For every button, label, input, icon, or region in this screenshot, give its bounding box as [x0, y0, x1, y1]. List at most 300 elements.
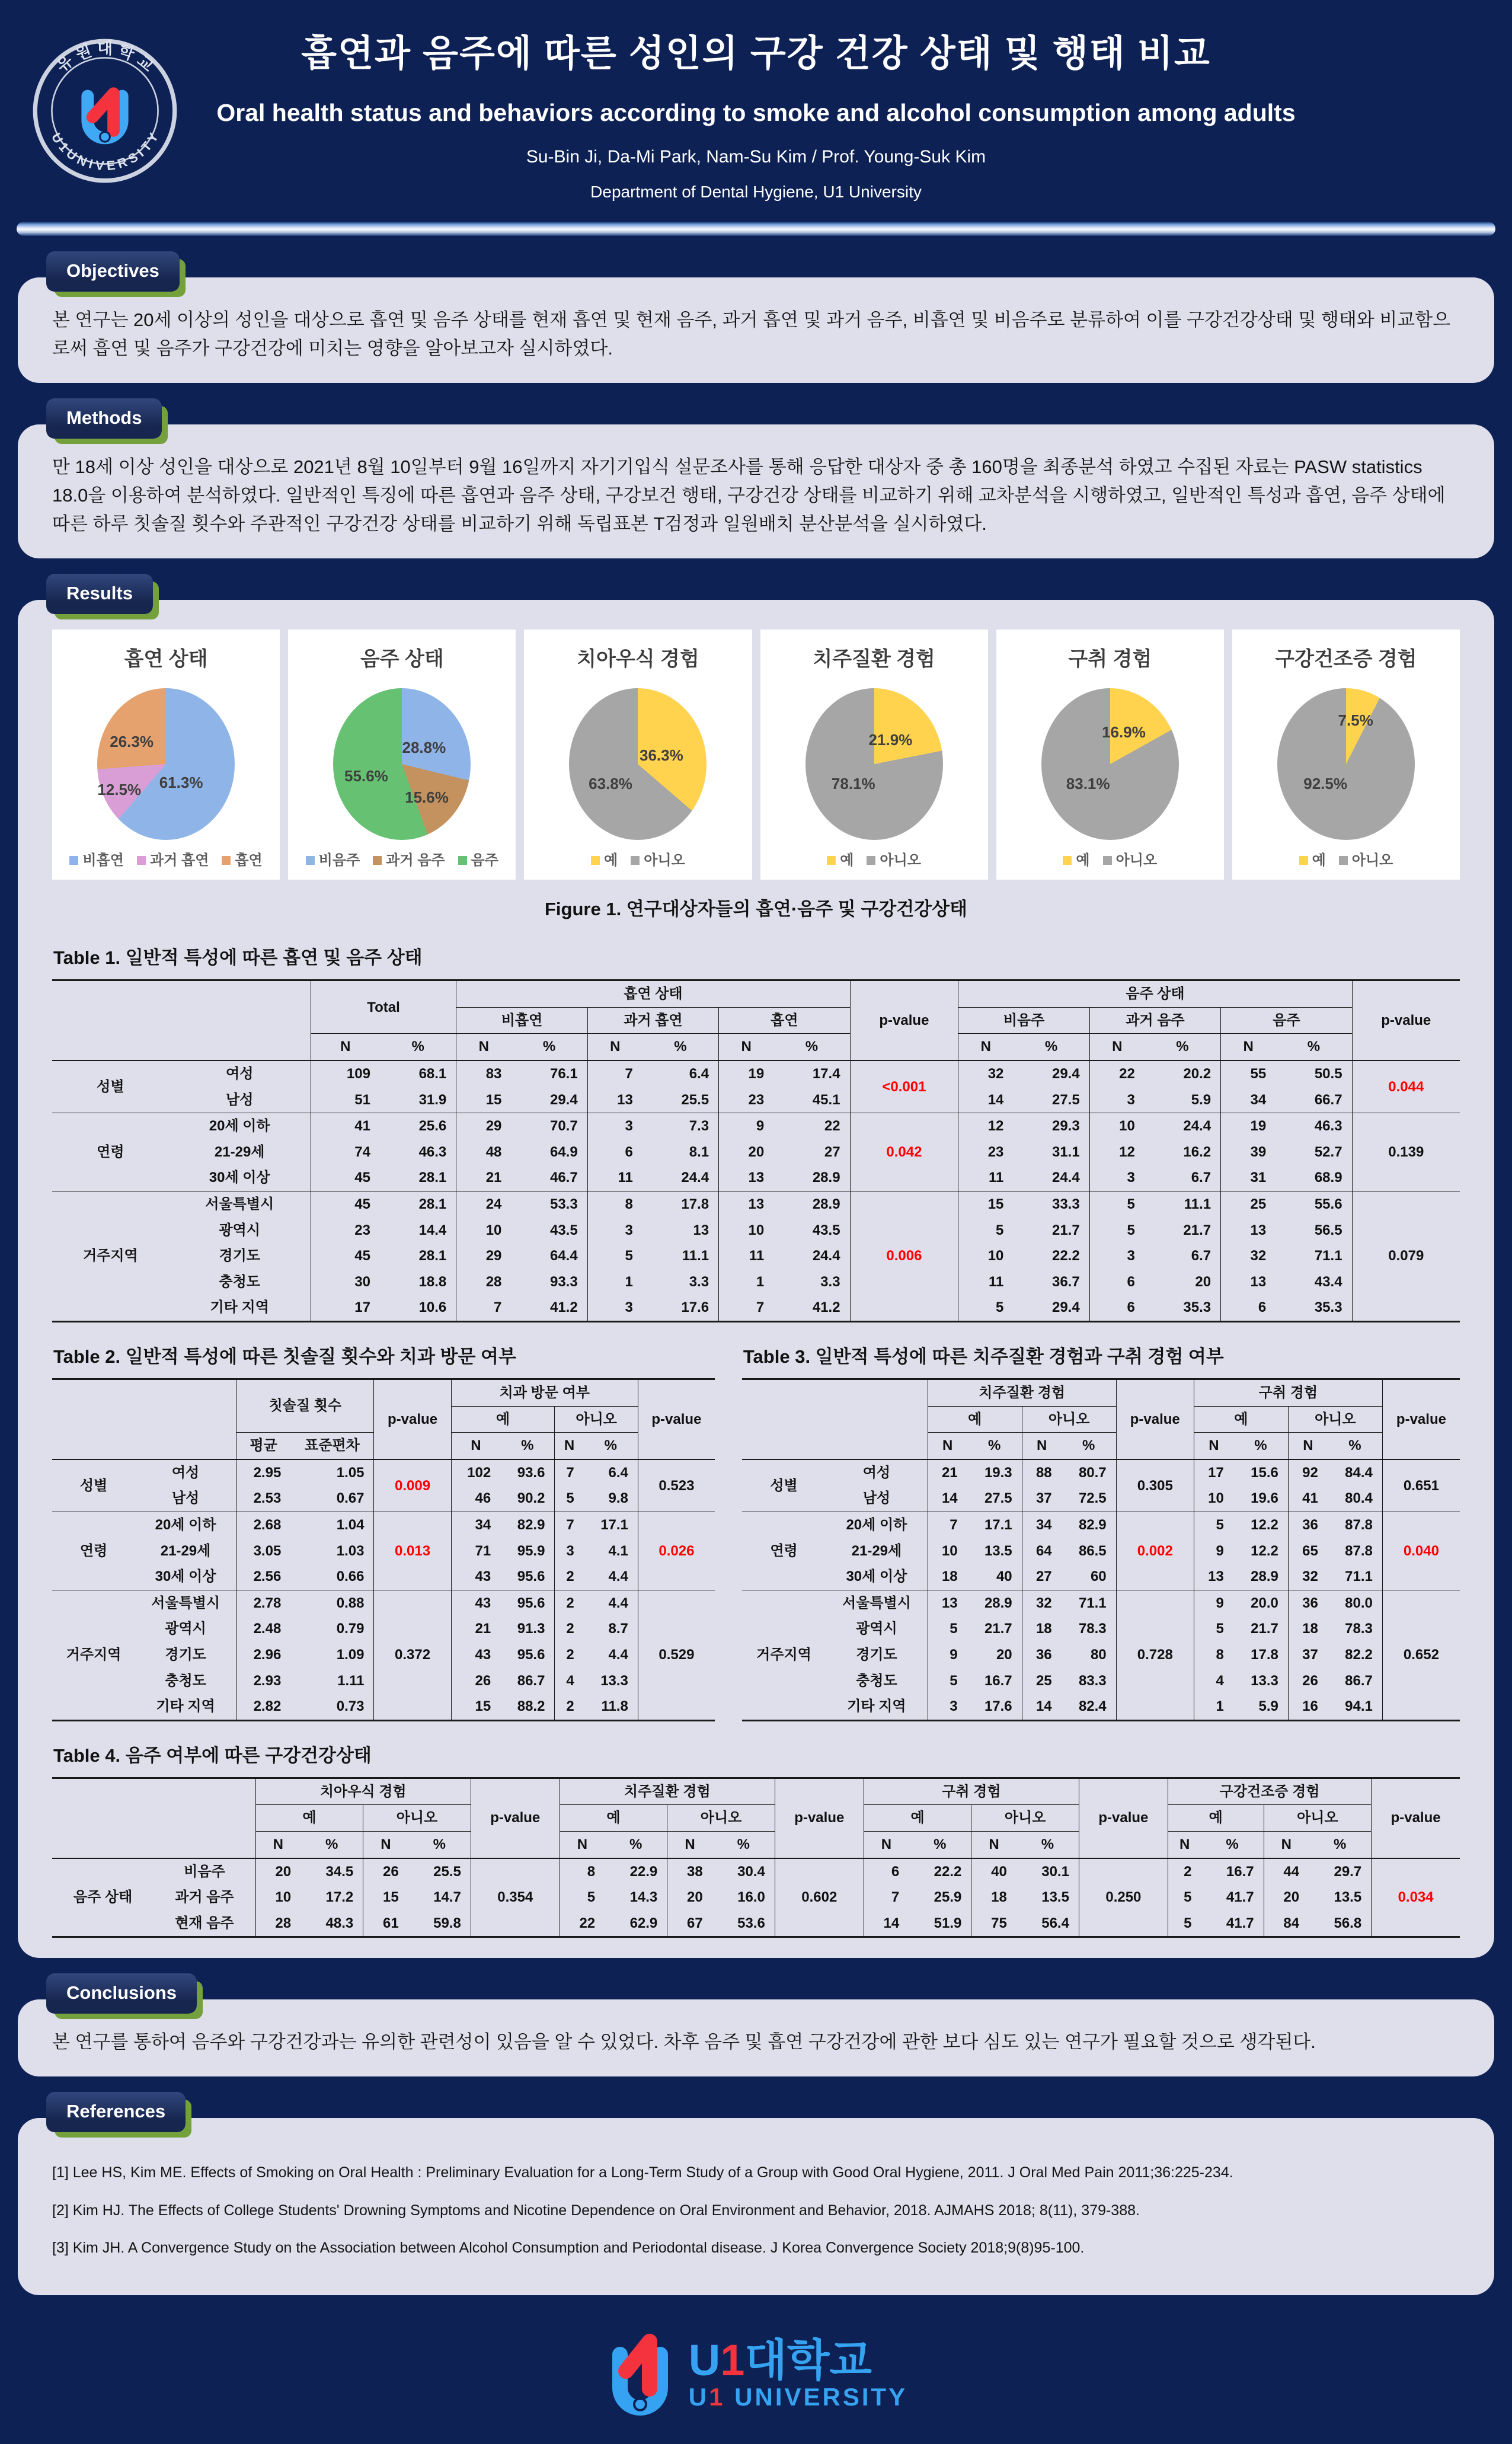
table-cell: 17.1	[600, 1516, 628, 1533]
table-cell: 13	[1194, 1564, 1233, 1590]
table-cell: 84	[1264, 1911, 1309, 1937]
legend-label: 흡연	[235, 852, 263, 868]
table-cell: 13.5	[1334, 1889, 1362, 1906]
table-header-cell: N	[928, 1433, 967, 1459]
table-header-cell: N	[311, 1034, 380, 1060]
methods-panel	[18, 424, 1494, 558]
table-header-cell: p-value	[638, 1379, 715, 1459]
table-header-cell: 아니오	[555, 1406, 638, 1433]
table-cell: 1	[719, 1269, 774, 1295]
conclusions-panel	[18, 1999, 1494, 2076]
table-header-cell: 비음주	[958, 1007, 1089, 1034]
table-cell: 53.6	[737, 1915, 765, 1931]
table-cell: 5	[1089, 1191, 1145, 1217]
legend-item	[373, 849, 445, 871]
table-cell: 4.4	[608, 1568, 628, 1585]
table-cell: 26	[1288, 1668, 1328, 1694]
table-cell: 17	[1194, 1459, 1233, 1486]
table-header-cell: %	[1333, 1836, 1347, 1852]
table-header-cell: p-value	[1352, 980, 1460, 1060]
table-cell: 2	[555, 1616, 584, 1642]
table-cell: 41.2	[549, 1299, 578, 1316]
table-cell: 43	[451, 1642, 500, 1668]
table-header-cell: 표준편차	[305, 1437, 360, 1454]
table-cell: 14	[928, 1485, 967, 1512]
table-cell: 38	[667, 1858, 712, 1885]
pie-chart-title: 음주 상태	[360, 648, 444, 671]
table-cell: 31.9	[418, 1091, 447, 1108]
table-header-cell: 아니오	[1022, 1406, 1116, 1433]
table-cell: 32	[1221, 1243, 1276, 1269]
table-cell: 95.6	[517, 1646, 545, 1663]
table-cell: 43	[451, 1564, 500, 1590]
table-cell: 13	[719, 1191, 774, 1217]
pie-data-label: 15.6%	[405, 788, 449, 807]
legend-swatch-icon	[458, 856, 467, 865]
table-cell: 40	[996, 1568, 1012, 1585]
legend-swatch-icon	[373, 856, 382, 865]
table-cell: 0.079	[1352, 1191, 1460, 1321]
table-header-cell: 아니오	[363, 1805, 471, 1832]
table-cell: 경기도	[219, 1248, 260, 1264]
table-cell: 8	[560, 1858, 605, 1885]
table-header-cell	[52, 1778, 255, 1858]
table-cell: 90.2	[517, 1490, 545, 1507]
objectives-panel	[18, 277, 1494, 383]
legend-item	[222, 849, 262, 871]
table-header-cell: p-value	[471, 1778, 560, 1858]
legend-label: 예	[1076, 852, 1090, 868]
table-cell: 0.013	[374, 1512, 451, 1590]
table-cell: 여성	[171, 1464, 200, 1481]
table-cell: 성별	[79, 1477, 108, 1494]
table-cell: 음주 상태	[73, 1889, 133, 1906]
table-cell: 15	[363, 1884, 408, 1911]
table-cell: 21	[928, 1459, 967, 1486]
table-header-cell: %	[604, 1437, 617, 1454]
table-cell: 연령	[770, 1542, 798, 1559]
table-cell: 3.3	[689, 1273, 709, 1290]
table-header-cell: %	[1176, 1039, 1189, 1055]
table-cell: 3.3	[820, 1273, 840, 1290]
header-divider-bar	[17, 222, 1495, 236]
table-cell: 35.3	[1183, 1299, 1211, 1316]
table-cell: 거주지역	[66, 1646, 122, 1663]
table-cell: 30.1	[1041, 1863, 1069, 1880]
table-header-cell: %	[411, 1039, 424, 1055]
table-cell: 21-29세	[160, 1542, 211, 1559]
table-cell: 1.03	[336, 1542, 365, 1559]
table-cell: 3	[1089, 1087, 1145, 1113]
table-cell: 36.7	[1051, 1273, 1080, 1290]
legend-swatch-icon	[222, 856, 231, 865]
table-cell: 82.9	[1078, 1516, 1107, 1533]
table-cell: 9	[1194, 1538, 1233, 1564]
legend-label: 과거 흡연	[149, 852, 209, 868]
table-cell: 37	[1288, 1642, 1328, 1668]
table-cell: 20	[1195, 1273, 1211, 1290]
table-cell: 21.7	[1051, 1222, 1080, 1238]
table-cell: 12	[1089, 1139, 1145, 1165]
table-cell: 41.7	[1226, 1915, 1254, 1931]
table-cell: 93.3	[549, 1273, 578, 1290]
table-cell: 28.1	[418, 1196, 447, 1212]
table-cell: 15	[451, 1694, 500, 1720]
table-cell: 5	[1089, 1218, 1145, 1244]
legend-label: 아니오	[1115, 852, 1158, 868]
table-cell: 46.3	[1314, 1118, 1342, 1135]
table-cell: 0.250	[1079, 1858, 1168, 1937]
table-cell: 43.4	[1314, 1273, 1342, 1290]
university-emblem-icon	[31, 37, 179, 188]
table-cell: 9.8	[608, 1490, 628, 1507]
table-cell: 30세 이상	[155, 1568, 216, 1585]
table-header-cell: p-value	[1372, 1778, 1460, 1858]
table-cell: 19.6	[1251, 1490, 1278, 1507]
table-cell: 8	[1194, 1642, 1233, 1668]
table-cell: 3	[1089, 1243, 1145, 1269]
table-cell: 15	[958, 1191, 1014, 1217]
table-cell: 28.9	[812, 1170, 840, 1186]
table-cell: 68.1	[418, 1065, 447, 1082]
table-cell: 91.3	[517, 1621, 545, 1637]
table-cell: 61	[363, 1911, 408, 1937]
table-cell: 1	[1194, 1694, 1233, 1720]
footer-logo-english: U1 UNIVERSITY	[688, 2383, 908, 2411]
table-header-cell: %	[987, 1437, 1001, 1454]
table-cell: 5	[928, 1616, 967, 1642]
svg-text:U 1 U N I V E R S I T Y: U 1 U N I V E R S I T Y	[48, 130, 162, 174]
table-cell: 43.5	[549, 1222, 578, 1238]
table-cell: 28.1	[418, 1248, 447, 1264]
table-cell: 32	[1022, 1590, 1062, 1616]
poster-title-english: Oral health status and behaviors according to smoke and alcohol consumption among adults	[216, 99, 1296, 126]
results-panel	[18, 600, 1494, 1958]
table-header-cell: N	[1264, 1831, 1309, 1858]
table-cell: 36	[1288, 1512, 1328, 1538]
table-cell: 86.7	[1345, 1672, 1373, 1689]
table-cell: 0.372	[374, 1590, 451, 1720]
poster-header	[0, 0, 1512, 218]
table-cell: 71.1	[1345, 1568, 1373, 1585]
table-header-cell: N	[1089, 1034, 1145, 1060]
table-cell: 13	[693, 1222, 709, 1238]
pie-data-label: 12.5%	[97, 781, 142, 799]
table-cell: 충청도	[219, 1273, 260, 1290]
table-cell: 0.305	[1116, 1459, 1194, 1512]
table-3-periodontal-halitosis	[742, 1378, 1460, 1721]
table-cell: 72.5	[1078, 1490, 1107, 1507]
table-cell: 2.68	[236, 1512, 291, 1538]
table-cell: 29.4	[549, 1091, 578, 1108]
methods-text: 만 18세 이상 성인을 대상으로 2021년 8월 10일부터 9월 16일까지 자기기입식 설문조사를 통해 응답한 대상자 중 총 160명을 최종분석 하였고 수집된 자료는 PASW statistics 18.0을 이용하여 분석하였다. 일반적인 특징에 따른 흡연과 음주 상태, 구강보건 행태, 구강건강 상태를 비교하기 위해 교차분석을 시행하였고, 일반적인 특성과 흡연, 음주 상태에 따른 하루 칫솔질 횟수와 주관적인 구강건강 상태를 비교하기 위해 독립표본 T검정과 일원배치 분산분석을 실시하였다.	[52, 456, 1446, 535]
table-cell: 28.9	[984, 1595, 1012, 1611]
legend-swatch-icon	[827, 856, 836, 865]
table-cell: 27.5	[984, 1490, 1012, 1507]
legend-swatch-icon	[631, 856, 640, 865]
pie-data-label: 61.3%	[159, 773, 203, 791]
table-cell: 31.1	[1051, 1143, 1080, 1160]
pie-chart-card	[996, 630, 1224, 880]
table-cell: 17.6	[984, 1698, 1012, 1715]
section-methods	[18, 398, 1494, 558]
table-cell: 21-29세	[214, 1143, 265, 1160]
table-cell: 25	[1022, 1668, 1062, 1694]
table-cell: 광역시	[165, 1621, 206, 1637]
table-cell: 남성	[226, 1091, 254, 1108]
legend-label: 과거 음주	[386, 852, 445, 868]
table-cell: 8.7	[608, 1621, 628, 1637]
table-cell: 21-29세	[851, 1542, 902, 1559]
table-cell: 51.9	[934, 1915, 962, 1931]
table-cell: 5	[1194, 1616, 1233, 1642]
table-cell: 4.1	[608, 1542, 628, 1559]
legend-swatch-icon	[1299, 856, 1308, 865]
table-cell: 13.3	[600, 1672, 628, 1689]
table-cell: 2	[555, 1642, 584, 1668]
table-cell: 41	[311, 1113, 380, 1139]
table-cell: 25.9	[934, 1889, 962, 1906]
table-cell: 40	[971, 1858, 1016, 1885]
table-cell: 29.3	[1051, 1118, 1080, 1135]
table-cell: 21	[456, 1165, 512, 1191]
table-cell: 68.9	[1314, 1170, 1342, 1186]
section-results	[18, 574, 1494, 1958]
table-cell: 30.4	[737, 1863, 765, 1880]
table-cell: 14.7	[433, 1889, 461, 1906]
table-cell: 31	[1221, 1165, 1276, 1191]
table-cell: 13	[1221, 1269, 1276, 1295]
table-header-cell: N	[667, 1831, 712, 1858]
table-cell: 80.0	[1345, 1595, 1373, 1611]
table-cell: 95.9	[517, 1542, 545, 1559]
table-header-cell: p-value	[1116, 1379, 1194, 1459]
references-tab: References	[46, 2092, 186, 2132]
table-cell: 66.7	[1314, 1091, 1342, 1108]
reference-item: [2] Kim HJ. The Effects of College Students' Drowning Symptoms and Nicotine Dependence on Oral Environment and Behavior, 2018. AJMAHS 2018; 8(11), 379-388.	[52, 2202, 1140, 2219]
table-cell: 11.1	[682, 1248, 709, 1264]
table-cell: 2	[555, 1564, 584, 1590]
legend-item	[458, 849, 498, 871]
table-cell: 29	[456, 1243, 512, 1269]
table-cell: 성별	[770, 1477, 798, 1494]
table-cell: 44	[1264, 1858, 1309, 1885]
table-cell: 0.651	[1382, 1459, 1460, 1512]
table-cell: 6	[1089, 1269, 1145, 1295]
table-cell: 102	[451, 1459, 500, 1486]
table-header-cell: %	[433, 1836, 446, 1852]
table-cell: 16.7	[1226, 1863, 1254, 1880]
table-title: Table 3. 일반적 특성에 따른 치주질환 경험과 구취 경험 여부	[743, 1346, 1224, 1367]
table-cell: 서울특별시	[151, 1595, 220, 1611]
table-cell: 80.7	[1078, 1464, 1107, 1481]
table-cell: 8.1	[689, 1143, 709, 1160]
table-header-cell: %	[1044, 1039, 1058, 1055]
pie-data-label: 16.9%	[1102, 723, 1146, 742]
table-cell: 9	[719, 1113, 774, 1139]
table-cell: 18	[1288, 1616, 1328, 1642]
table-cell: 성별	[97, 1078, 124, 1095]
table-cell: 80	[1090, 1646, 1107, 1663]
table-cell: 29.4	[1051, 1065, 1080, 1082]
table-cell: 10	[719, 1218, 774, 1244]
table-header-cell: 예	[928, 1406, 1022, 1433]
table-cell: 7	[719, 1295, 774, 1321]
table-cell: 3.05	[236, 1538, 291, 1564]
table-cell: 11.1	[1184, 1196, 1211, 1212]
table-title: Table 4. 음주 여부에 따른 구강건강상태	[53, 1745, 372, 1766]
pie-chart-title: 흡연 상태	[124, 648, 208, 671]
table-cell: 여성	[862, 1464, 891, 1481]
table-cell: 기타 지역	[847, 1698, 906, 1715]
pie-graphic	[805, 688, 943, 840]
table-header-cell: %	[934, 1836, 947, 1852]
table-cell: 21.7	[1183, 1222, 1211, 1238]
table-cell: 34	[451, 1512, 500, 1538]
table-cell: 20	[255, 1858, 301, 1885]
table-cell: 18.8	[418, 1273, 447, 1290]
table-cell: 0.042	[850, 1113, 958, 1191]
table-cell: 3	[1089, 1165, 1145, 1191]
table-cell: 0.354	[471, 1858, 560, 1937]
legend-item	[1339, 849, 1393, 871]
table-cell: 65	[1288, 1538, 1328, 1564]
pie-chart-title: 구취 경험	[1068, 648, 1152, 671]
table-cell: 광역시	[856, 1621, 897, 1637]
table-cell: 여성	[226, 1065, 254, 1082]
table-header-cell: %	[629, 1836, 642, 1852]
section-conclusions	[18, 1973, 1494, 2076]
tables-2-3-row	[52, 1322, 1460, 1721]
table-cell: 14	[1022, 1694, 1062, 1720]
pie-chart-card	[1232, 630, 1460, 880]
table-cell: 24	[456, 1191, 512, 1217]
table-cell: 80.4	[1345, 1490, 1373, 1507]
table-cell: 7	[928, 1512, 967, 1538]
table-cell: 28.1	[418, 1170, 447, 1186]
table-cell: 13	[719, 1165, 774, 1191]
pie-chart-card	[760, 630, 988, 880]
table-cell: 41	[1288, 1485, 1328, 1512]
table-cell: 59.8	[433, 1915, 461, 1931]
table-cell: 현재 음주	[175, 1915, 234, 1931]
table-cell: 41.2	[812, 1299, 840, 1316]
table-cell: 70.7	[549, 1118, 578, 1135]
table-cell: 25.5	[433, 1863, 461, 1880]
table-header-cell: %	[325, 1836, 338, 1852]
table-cell: 20세 이하	[155, 1516, 216, 1533]
table-cell: 2.78	[236, 1590, 291, 1616]
table-cell: 94.1	[1345, 1698, 1373, 1715]
legend-label: 비음주	[318, 852, 360, 868]
legend-item	[1103, 849, 1158, 871]
table-cell: 2.48	[236, 1616, 291, 1642]
table-cell: 23	[958, 1139, 1014, 1165]
table-cell: 84.4	[1345, 1464, 1373, 1481]
table-cell: 78.3	[1078, 1621, 1107, 1637]
table-cell: 경기도	[165, 1646, 206, 1663]
u1-logo-mark-icon	[605, 2328, 676, 2420]
table-header-cell: N	[971, 1831, 1016, 1858]
table-cell: 74	[311, 1139, 380, 1165]
table-cell: 64.4	[549, 1248, 578, 1264]
table-cell: 0.67	[336, 1490, 365, 1507]
table-cell: 6	[1089, 1295, 1145, 1321]
table-header-cell	[52, 1379, 236, 1459]
table-cell: 27	[824, 1143, 840, 1160]
table-cell: 7	[555, 1512, 584, 1538]
table-cell: 2.96	[236, 1642, 291, 1668]
table-cell: 3	[587, 1295, 642, 1321]
table-header-cell: 음주	[1221, 1007, 1352, 1034]
pie-graphic	[97, 688, 235, 840]
table-cell: 71.1	[1078, 1595, 1107, 1611]
table-header-cell: 흡연	[719, 1007, 850, 1034]
table-header-cell: 구강건조증 경험	[1168, 1778, 1371, 1805]
table-cell: 28	[255, 1911, 301, 1937]
table-cell: 87.8	[1345, 1542, 1373, 1559]
table-header-cell: p-value	[775, 1778, 864, 1858]
table-cell: 45	[311, 1165, 380, 1191]
table-header-cell: N	[363, 1831, 408, 1858]
table-cell: 남성	[171, 1490, 200, 1507]
table-header-cell: 과거 음주	[1089, 1007, 1220, 1034]
table-cell: 0.728	[1116, 1590, 1194, 1720]
table-cell: 1.09	[336, 1646, 365, 1663]
table-cell: 과거 음주	[175, 1889, 234, 1906]
pie-graphic	[1277, 688, 1415, 840]
table-header-cell: p-value	[1382, 1379, 1460, 1459]
legend-swatch-icon	[1063, 856, 1072, 865]
table-cell: 86.7	[517, 1672, 545, 1689]
table-cell: 6	[1221, 1295, 1276, 1321]
table-cell: 29.7	[1334, 1863, 1362, 1880]
table-cell: 21	[451, 1616, 500, 1642]
table-cell: 20.2	[1183, 1065, 1211, 1082]
table-cell: 0.040	[1382, 1512, 1460, 1590]
table-cell: 13	[928, 1590, 967, 1616]
table-cell: 5	[587, 1243, 642, 1269]
table-cell: 22.9	[629, 1863, 658, 1880]
table-header-cell: Total	[311, 980, 456, 1034]
legend-item	[306, 849, 360, 871]
legend-swatch-icon	[306, 856, 315, 865]
table-cell: 33.3	[1051, 1196, 1080, 1212]
table-cell: 26	[363, 1858, 408, 1885]
table-cell: 서울특별시	[842, 1595, 911, 1611]
table-cell: 8	[587, 1191, 642, 1217]
table-cell: 6	[864, 1858, 909, 1885]
table-cell: 2.93	[236, 1668, 291, 1694]
table-cell: 71.1	[1314, 1248, 1342, 1264]
table-header-cell: 예	[1194, 1406, 1288, 1433]
table-cell: 20세 이하	[846, 1516, 907, 1533]
table-cell: 0.88	[336, 1595, 365, 1611]
table-cell: 비음주	[184, 1863, 225, 1880]
table-cell: 64.9	[549, 1143, 578, 1160]
methods-tab: Methods	[46, 398, 162, 439]
legend-label: 비흡연	[82, 852, 124, 868]
footer-logo	[0, 2328, 1512, 2420]
table-cell: 연령	[79, 1542, 108, 1559]
table-cell: 83	[456, 1060, 512, 1087]
table-header-cell	[52, 980, 311, 1060]
table-cell: 82.2	[1345, 1646, 1373, 1663]
table-cell: 1.05	[336, 1464, 365, 1481]
table-cell: 78.3	[1345, 1621, 1373, 1637]
table-cell: 30세 이상	[846, 1568, 907, 1585]
table-1-smoking-drinking-by-characteristics	[52, 979, 1460, 1322]
